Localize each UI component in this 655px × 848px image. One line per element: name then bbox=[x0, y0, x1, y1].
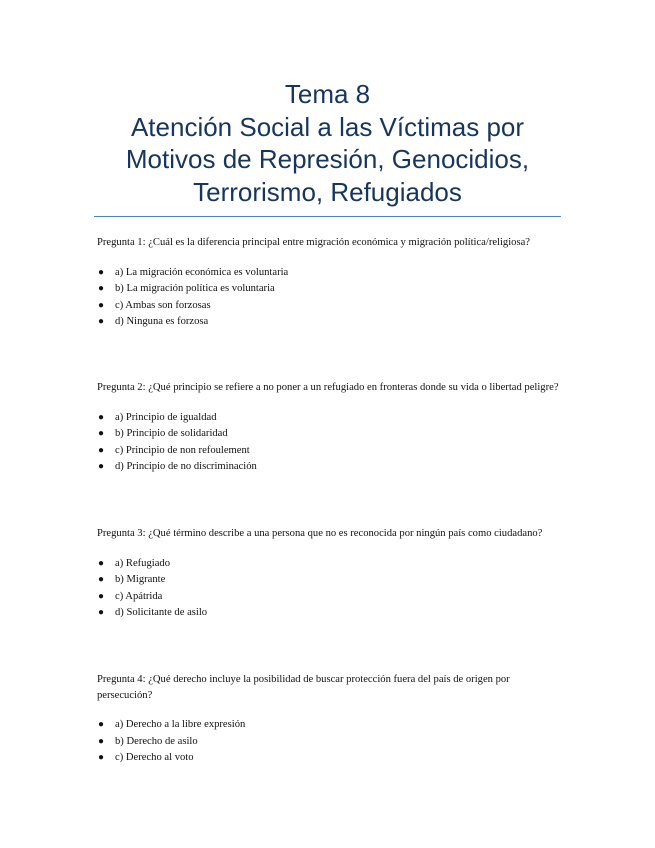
answer-option-text: d) Solicitante de asilo bbox=[115, 607, 208, 619]
title-underline bbox=[94, 216, 561, 217]
bullet-icon: ● bbox=[98, 590, 105, 602]
answer-options bbox=[97, 265, 559, 331]
answer-option bbox=[97, 426, 559, 443]
question-1 bbox=[97, 235, 559, 331]
bullet-icon: ● bbox=[98, 557, 105, 569]
title-line-subject-2: Motivos de Represión, Genocidios, bbox=[125, 144, 530, 174]
bullet-icon: ● bbox=[98, 607, 105, 619]
answer-option bbox=[97, 314, 559, 331]
bullet-icon: ● bbox=[98, 444, 105, 456]
answer-option-text: c) Ambas son forzosas bbox=[115, 299, 211, 311]
answer-option-text: a) Derecho a la libre expresión bbox=[115, 719, 246, 731]
bullet-icon: ● bbox=[98, 316, 105, 328]
answer-option bbox=[97, 265, 559, 282]
question-text: Pregunta 2: ¿Qué principio se refiere a no poner a un refugiado en fronteras donde su vida o libertad peligre? bbox=[97, 382, 559, 393]
answer-option bbox=[97, 734, 559, 751]
answer-option-text: a) La migración económica es voluntaria bbox=[115, 266, 289, 278]
title-line-topic: Tema 8 bbox=[284, 79, 371, 109]
bullet-icon: ● bbox=[98, 299, 105, 311]
answer-options bbox=[97, 717, 559, 767]
question-2 bbox=[97, 380, 559, 476]
title-line-subject-3: Terrorismo, Refugiados bbox=[193, 176, 462, 207]
bullet-icon: ● bbox=[98, 428, 105, 440]
answer-option-text: b) Derecho de asilo bbox=[115, 735, 198, 747]
bullet-icon: ● bbox=[98, 461, 105, 473]
answer-option-text: c) Principio de non refoulement bbox=[115, 444, 250, 456]
question-text: Pregunta 4: ¿Qué derecho incluye la posibilidad de buscar protección fuera del país de origen por persecución? bbox=[97, 674, 510, 701]
answer-option-text: b) Migrante bbox=[115, 574, 166, 586]
answer-option-text: b) Principio de solidaridad bbox=[115, 428, 228, 440]
answer-option-text: a) Refugiado bbox=[115, 557, 171, 569]
answer-option bbox=[97, 281, 559, 298]
question-text: Pregunta 1: ¿Cuál es la diferencia principal entre migración económica y migración política/religiosa? bbox=[97, 237, 530, 248]
bullet-icon: ● bbox=[98, 283, 105, 295]
answer-option bbox=[97, 605, 559, 622]
answer-option-text: a) Principio de igualdad bbox=[115, 411, 217, 423]
bullet-icon: ● bbox=[98, 266, 105, 278]
answer-option bbox=[97, 443, 559, 460]
answer-option bbox=[97, 459, 559, 476]
answer-option bbox=[97, 589, 559, 606]
question-text: Pregunta 3: ¿Qué término describe a una persona que no es reconocida por ningún país como ciudadano? bbox=[97, 528, 543, 539]
answer-option-text: d) Principio de no discriminación bbox=[115, 461, 257, 473]
document-title bbox=[94, 78, 561, 208]
answer-option bbox=[97, 717, 559, 734]
question-3 bbox=[97, 526, 559, 622]
bullet-icon: ● bbox=[98, 719, 105, 731]
bullet-icon: ● bbox=[98, 735, 105, 747]
answer-option bbox=[97, 298, 559, 315]
question-4 bbox=[97, 672, 559, 767]
answer-option-text: c) Derecho al voto bbox=[115, 752, 194, 764]
answer-options bbox=[97, 556, 559, 622]
bullet-icon: ● bbox=[98, 411, 105, 423]
answer-option bbox=[97, 750, 559, 767]
bullet-icon: ● bbox=[98, 574, 105, 586]
answer-options bbox=[97, 410, 559, 476]
answer-option-text: c) Apátrida bbox=[115, 590, 163, 602]
answer-option bbox=[97, 572, 559, 589]
answer-option-text: d) Ninguna es forzosa bbox=[115, 316, 209, 328]
answer-option bbox=[97, 556, 559, 573]
bullet-icon: ● bbox=[98, 752, 105, 764]
answer-option-text: b) La migración política es voluntaria bbox=[115, 283, 275, 295]
answer-option bbox=[97, 410, 559, 427]
title-line-subject-1: Atención Social a las Víctimas por bbox=[130, 111, 525, 142]
